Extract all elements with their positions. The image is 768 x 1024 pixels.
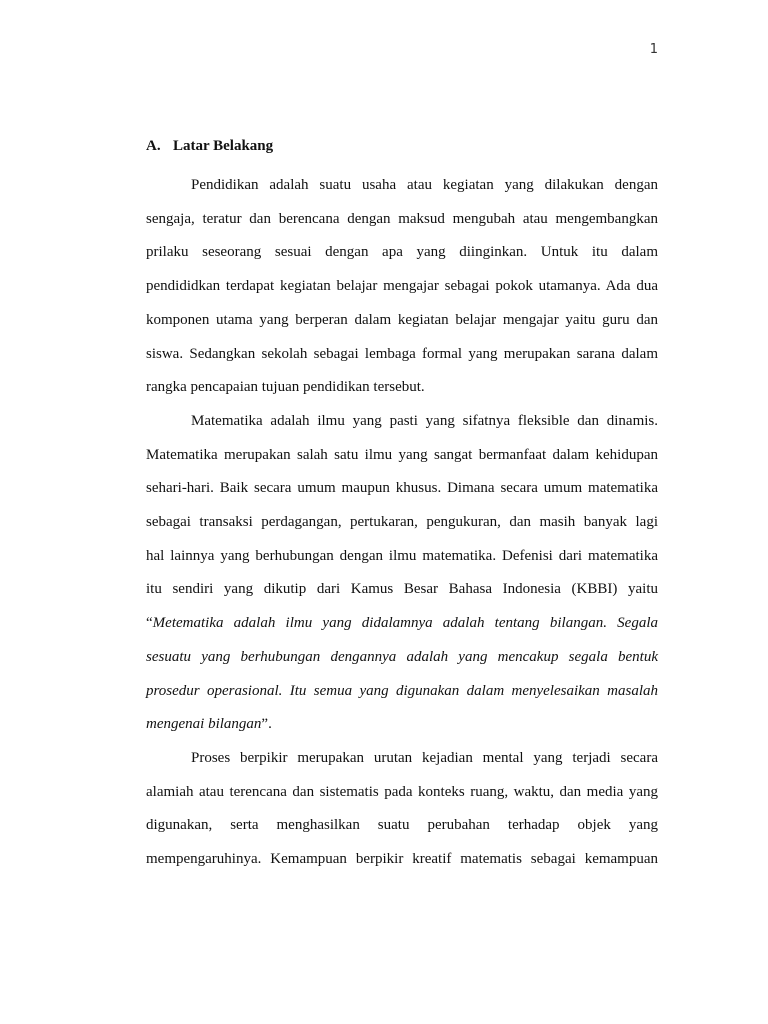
quote-text: prosedur operasional. Itu semua yang digunakan dalam menyelesaikan masalah	[146, 682, 658, 699]
paragraph-line: sehari-hari. Baik secara umum maupun khusus. Dimana secara umum matematika	[146, 480, 658, 497]
quote-line	[146, 641, 658, 675]
document-body	[146, 135, 658, 877]
quote-line	[146, 675, 658, 709]
paragraph-line: alamiah atau terencana dan sistematis pada konteks ruang, waktu, dan media yang	[146, 783, 658, 800]
paragraph-line: sengaja, teratur dan berencana dengan maksud mengubah atau mengembangkan	[146, 210, 658, 227]
quote-close-mark: ”.	[261, 716, 272, 733]
quote-text: sesuatu yang berhubungan dengannya adalah yang mencakup segala bentuk	[146, 648, 658, 665]
paragraph-line: digunakan, serta menghasilkan suatu perubahan terhadap objek yang	[146, 817, 658, 834]
quote-open-mark: “	[146, 615, 153, 632]
section-number: A.	[146, 138, 161, 154]
paragraph-line: pendididkan terdapat kegiatan belajar mengajar sebagai pokok utamanya. Ada dua	[146, 278, 658, 295]
paragraph-line: itu sendiri yang dikutip dari Kamus Besar Bahasa Indonesia (KBBI) yaitu	[146, 581, 658, 598]
paragraph-1	[146, 169, 658, 405]
paragraph-line: mempengaruhinya. Kemampuan berpikir kreatif matematis sebagai kemampuan	[146, 851, 658, 868]
paragraph-line: Proses berpikir merupakan urutan kejadian mental yang terjadi secara	[191, 749, 658, 766]
quote-line	[146, 607, 658, 641]
quote-line	[146, 708, 658, 742]
paragraph-2	[146, 405, 658, 742]
paragraph-line: sebagai transaksi perdagangan, pertukaran, pengukuran, dan masih banyak lagi	[146, 514, 658, 531]
paragraph-line: komponen utama yang berperan dalam kegiatan belajar mengajar yaitu guru dan	[146, 311, 658, 328]
paragraph-line: siswa. Sedangkan sekolah sebagai lembaga formal yang merupakan sarana dalam	[146, 345, 658, 362]
paragraph-3	[146, 742, 658, 877]
section-heading	[146, 135, 658, 157]
paragraph-line: hal lainnya yang berhubungan dengan ilmu matematika. Defenisi dari matematika	[146, 547, 658, 564]
section-title: Latar Belakang	[173, 138, 274, 154]
paragraph-line: Matematika adalah ilmu yang pasti yang sifatnya fleksible dan dinamis.	[191, 412, 658, 429]
paragraph-line: Pendidikan adalah suatu usaha atau kegiatan yang dilakukan dengan	[191, 177, 658, 193]
paragraph-line: prilaku seseorang sesuai dengan apa yang diinginkan. Untuk itu dalam	[146, 244, 658, 261]
quote-text: Metematika adalah ilmu yang didalamnya adalah tentang bilangan. Segala	[152, 615, 658, 632]
quote-text: mengenai bilangan	[146, 716, 262, 733]
paragraph-line: rangka pencapaian tujuan pendidikan tersebut.	[146, 379, 425, 396]
paragraph-line: Matematika merupakan salah satu ilmu yang sangat bermanfaat dalam kehidupan	[146, 446, 658, 463]
page-number: 1	[649, 42, 658, 57]
